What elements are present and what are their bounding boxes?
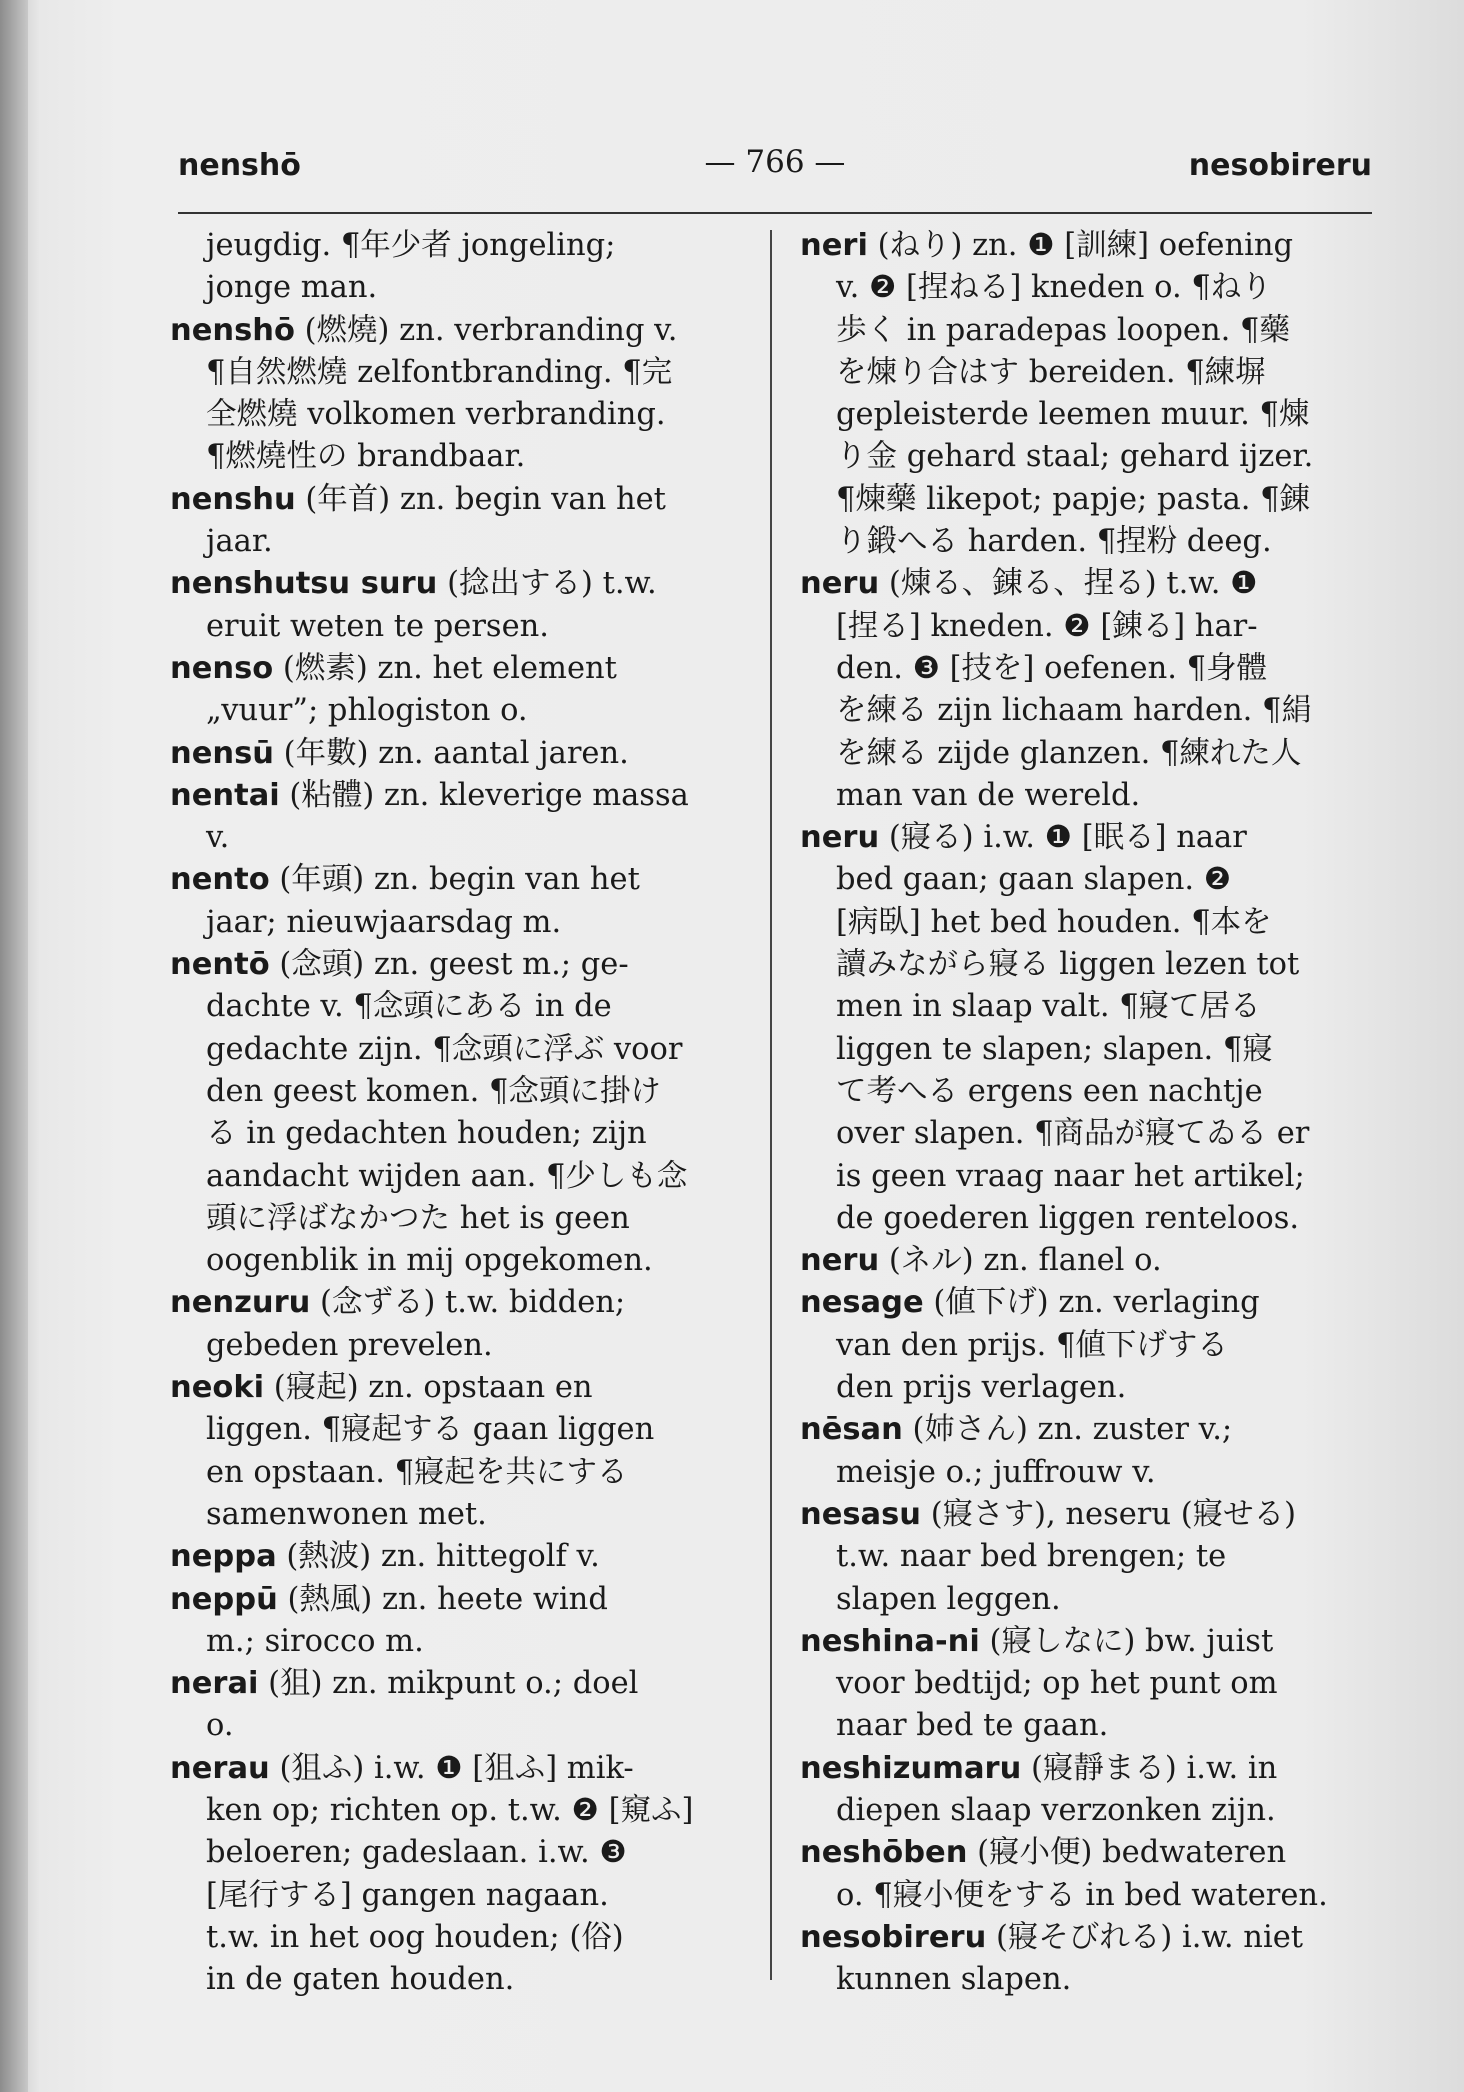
definition-text: (ねり) zn. ❶ [訓練] oefening [867, 228, 1294, 263]
entry-headword-line [800, 1917, 1378, 1959]
entry-headword-line [170, 310, 748, 352]
entry-continuation-line: [病臥] het bed houden. ¶本を [836, 904, 1272, 940]
headword: nenshu [170, 481, 296, 517]
entry-headword-line [170, 944, 748, 986]
headword: neoki [170, 1370, 265, 1406]
definition-text: (寢小便) bedwateren [967, 1835, 1287, 1871]
entry-continuation-line: て考へる ergens een nachtje [836, 1073, 1263, 1109]
right-column [800, 225, 1378, 2001]
left-column [170, 225, 748, 2001]
entry-continuation-line: 讀みながら寢る liggen lezen tot [836, 947, 1300, 983]
entry-headword-line [170, 1282, 748, 1324]
headword: nerau [170, 1750, 270, 1786]
entry-continuation-line: 全燃燒 volkomen verbranding. [206, 397, 666, 433]
definition-text: (年首) zn. begin van het [295, 481, 666, 517]
entry-continuation-line: eruit weten te persen. [206, 608, 549, 644]
entry-continuation-line: る in gedachten houden; zijn [206, 1116, 647, 1152]
entry-continuation-line: m.; sirocco m. [206, 1623, 424, 1659]
entry-continuation-line: en opstaan. ¶寢起を共にする [206, 1454, 628, 1490]
headword: neshina-ni [800, 1623, 980, 1659]
headword: nenshō [170, 312, 295, 348]
entry-headword-line [170, 733, 748, 775]
definition-text: (念頭) zn. geest m.; ge- [269, 947, 629, 983]
right-guide-word: nesobireru [1188, 148, 1372, 183]
entry-continuation-line: den. ❸ [技を] oefenen. ¶身體 [836, 650, 1268, 686]
headword: nenso [170, 650, 274, 686]
entry-headword-line [800, 1494, 1378, 1536]
entry-continuation-line: men in slaap valt. ¶寢て居る [836, 989, 1261, 1025]
entry-headword-line [170, 1748, 748, 1790]
entry-headword-line [800, 817, 1378, 859]
entry-continuation-line: t.w. in het oog houden; (俗) [206, 1919, 624, 1955]
headword: neru [800, 566, 880, 602]
header-rule [178, 212, 1372, 214]
definition-text: (年數) zn. aantal jaren. [273, 735, 629, 771]
headword: nenshutsu suru [170, 566, 438, 602]
headword: nenzuru [170, 1285, 311, 1321]
definition-text: (燃素) zn. het element [273, 650, 617, 686]
headword: neppa [170, 1539, 277, 1575]
entry-continuation-line: 頭に浮ばなかつた het is geen [206, 1200, 630, 1236]
headword: nentai [170, 777, 280, 813]
entry-continuation-line: v. ❷ [捏ねる] kneden o. ¶ねり [836, 270, 1272, 306]
entry-headword-line [170, 775, 748, 817]
entry-headword-line [800, 1748, 1378, 1790]
definition-text: (粘體) zn. kleverige massa [279, 777, 689, 813]
headword: nēsan [800, 1412, 903, 1448]
entry-headword-line [170, 1579, 748, 1621]
entry-headword-line [800, 1621, 1378, 1663]
entry-continuation-line: り金 gehard staal; gehard ijzer. [836, 439, 1314, 475]
entry-headword-line [170, 479, 748, 521]
entry-continuation-line: samenwonen met. [206, 1496, 487, 1532]
entry-continuation-line: t.w. naar bed brengen; te [836, 1539, 1227, 1575]
definition-text: (煉る、錬る、捏る) t.w. ❶ [879, 566, 1258, 602]
entry-continuation-line: gepleisterde leemen muur. ¶煉 [836, 397, 1310, 433]
headword: neri [800, 228, 868, 263]
definition-text: (念ずる) t.w. bidden; [310, 1285, 626, 1321]
definition-text: (寢起) zn. opstaan en [264, 1370, 593, 1406]
entry-continuation-line: ¶燃燒性の brandbaar. [206, 439, 526, 475]
headword: nento [170, 862, 270, 898]
entry-continuation-line: liggen. ¶寢起する gaan liggen [206, 1412, 655, 1448]
entry-continuation-line: „vuur”; phlogiston o. [206, 693, 528, 729]
headword: neshōben [800, 1835, 968, 1871]
entry-continuation-line: meisje o.; juffrouw v. [836, 1454, 1156, 1490]
entry-continuation-line: o. ¶寢小便をする in bed wateren. [836, 1877, 1328, 1913]
definition-text: (狙ふ) i.w. ❶ [狙ふ] mik- [269, 1750, 634, 1786]
entry-continuation-line: 歩く in paradepas loopen. ¶藥 [836, 312, 1290, 348]
entry-continuation-line: den prijs verlagen. [836, 1370, 1127, 1406]
entry-headword-line [170, 1536, 748, 1578]
entry-continuation-line: ¶煉藥 likepot; papje; pasta. ¶錬 [836, 481, 1311, 517]
entry-headword-line [170, 648, 748, 690]
entry-continuation-line: man van de wereld. [836, 777, 1141, 813]
entry-headword-line [800, 1832, 1378, 1874]
entry-continuation-line: jonge man. [206, 270, 378, 306]
entry-continuation-line: jaar. [206, 524, 273, 560]
entry-continuation-line: van den prijs. ¶値下げする [836, 1327, 1228, 1363]
definition-text: (寢る) i.w. ❶ [眠る] naar [879, 820, 1247, 856]
entry-continuation-line: ¶自然燃燒 zelfontbranding. ¶完 [206, 354, 673, 390]
entry-continuation-line: aandacht wijden aan. ¶少しも念 [206, 1158, 688, 1194]
entry-headword-line [800, 1409, 1378, 1451]
definition-text: (寢さす), neseru (寢せる) [921, 1496, 1297, 1532]
entry-continuation-line: [捏る] kneden. ❷ [錬る] har- [836, 608, 1258, 644]
entry-continuation-line: を煉り合はす bereiden. ¶練塀 [836, 354, 1266, 390]
definition-text: (姉さん) zn. zuster v.; [902, 1412, 1233, 1448]
entry-continuation-line: diepen slaap verzonken zijn. [836, 1792, 1276, 1828]
definition-text: (捻出する) t.w. [437, 566, 657, 602]
definition-text: (寢そびれる) i.w. niet [986, 1919, 1304, 1955]
headword: neru [800, 820, 880, 856]
definition-text: (燃燒) zn. verbranding v. [294, 312, 678, 348]
entry-headword-line [170, 859, 748, 901]
entry-continuation-line: dachte v. ¶念頭にある in de [206, 989, 612, 1025]
entry-continuation-line: bed gaan; gaan slapen. ❷ [836, 862, 1232, 898]
entry-continuation-line: oogenblik in mij opgekomen. [206, 1243, 653, 1279]
book-spine-shadow [0, 0, 28, 2092]
headword: neru [800, 1243, 880, 1279]
entry-headword-line [800, 563, 1378, 605]
entry-continuation-line: を練る zijde glanzen. ¶練れた人 [836, 735, 1302, 771]
entry-continuation-line: ken op; richten op. t.w. ❷ [窺ふ] [206, 1792, 694, 1828]
definition-text: (寢しなに) bw. juist [979, 1623, 1274, 1659]
entry-headword-line [800, 1240, 1378, 1282]
headword: nesasu [800, 1496, 922, 1532]
headword: nentō [170, 947, 270, 983]
entry-continuation-line: over slapen. ¶商品が寢てゐる er [836, 1116, 1310, 1152]
entry-headword-line [800, 225, 1378, 267]
entry-continuation-line: beloeren; gadeslaan. i.w. ❸ [206, 1835, 627, 1871]
headword: nerai [170, 1666, 259, 1702]
entry-continuation-line: gedachte zijn. ¶念頭に浮ぶ voor [206, 1031, 683, 1067]
entry-continuation-line: jeugdig. ¶年少者 jongeling; [206, 228, 616, 263]
page-number: — 766 — [704, 144, 846, 180]
entry-continuation-line: り鍛へる harden. ¶捏粉 deeg. [836, 524, 1272, 560]
entry-headword-line [170, 563, 748, 605]
entry-continuation-line: slapen leggen. [836, 1581, 1061, 1617]
entry-continuation-line: jaar; nieuwjaarsdag m. [206, 904, 562, 940]
entry-continuation-line: liggen te slapen; slapen. ¶寢 [836, 1031, 1273, 1067]
entry-continuation-line: de goederen liggen renteloos. [836, 1200, 1300, 1236]
entry-continuation-line: を練る zijn lichaam harden. ¶絹 [836, 693, 1312, 729]
definition-text: (年頭) zn. begin van het [269, 862, 640, 898]
entry-continuation-line: gebeden prevelen. [206, 1327, 493, 1363]
definition-text: (ネル) zn. flanel o. [879, 1243, 1162, 1279]
entry-continuation-line: naar bed te gaan. [836, 1708, 1109, 1744]
entry-continuation-line: den geest komen. ¶念頭に掛け [206, 1073, 661, 1109]
definition-text: (熱風) zn. heete wind [277, 1581, 608, 1617]
headword: neshizumaru [800, 1750, 1022, 1786]
definition-text: (熱波) zn. hittegolf v. [276, 1539, 600, 1575]
headword: nensū [170, 735, 274, 771]
column-divider [770, 230, 772, 1980]
entry-continuation-line: v. [206, 820, 230, 856]
left-guide-word: nenshō [178, 148, 301, 183]
entry-continuation-line: kunnen slapen. [836, 1962, 1072, 1998]
definition-text: (寢靜まる) i.w. in [1021, 1750, 1278, 1786]
entry-headword-line [170, 1663, 748, 1705]
headword: nesage [800, 1285, 924, 1321]
entry-continuation-line: [尾行する] gangen nagaan. [206, 1877, 609, 1913]
entry-headword-line [800, 1282, 1378, 1324]
entry-continuation-line: is geen vraag naar het artikel; [836, 1158, 1305, 1194]
definition-text: (値下げ) zn. verlaging [923, 1285, 1260, 1321]
headword: neppū [170, 1581, 278, 1617]
definition-text: (狙) zn. mikpunt o.; doel [258, 1666, 639, 1702]
page-header [178, 144, 1372, 188]
entry-continuation-line: voor bedtijd; op het punt om [836, 1666, 1278, 1702]
entry-continuation-line: in de gaten houden. [206, 1962, 515, 1998]
entry-headword-line [170, 1367, 748, 1409]
headword: nesobireru [800, 1919, 987, 1955]
entry-continuation-line: o. [206, 1708, 234, 1744]
